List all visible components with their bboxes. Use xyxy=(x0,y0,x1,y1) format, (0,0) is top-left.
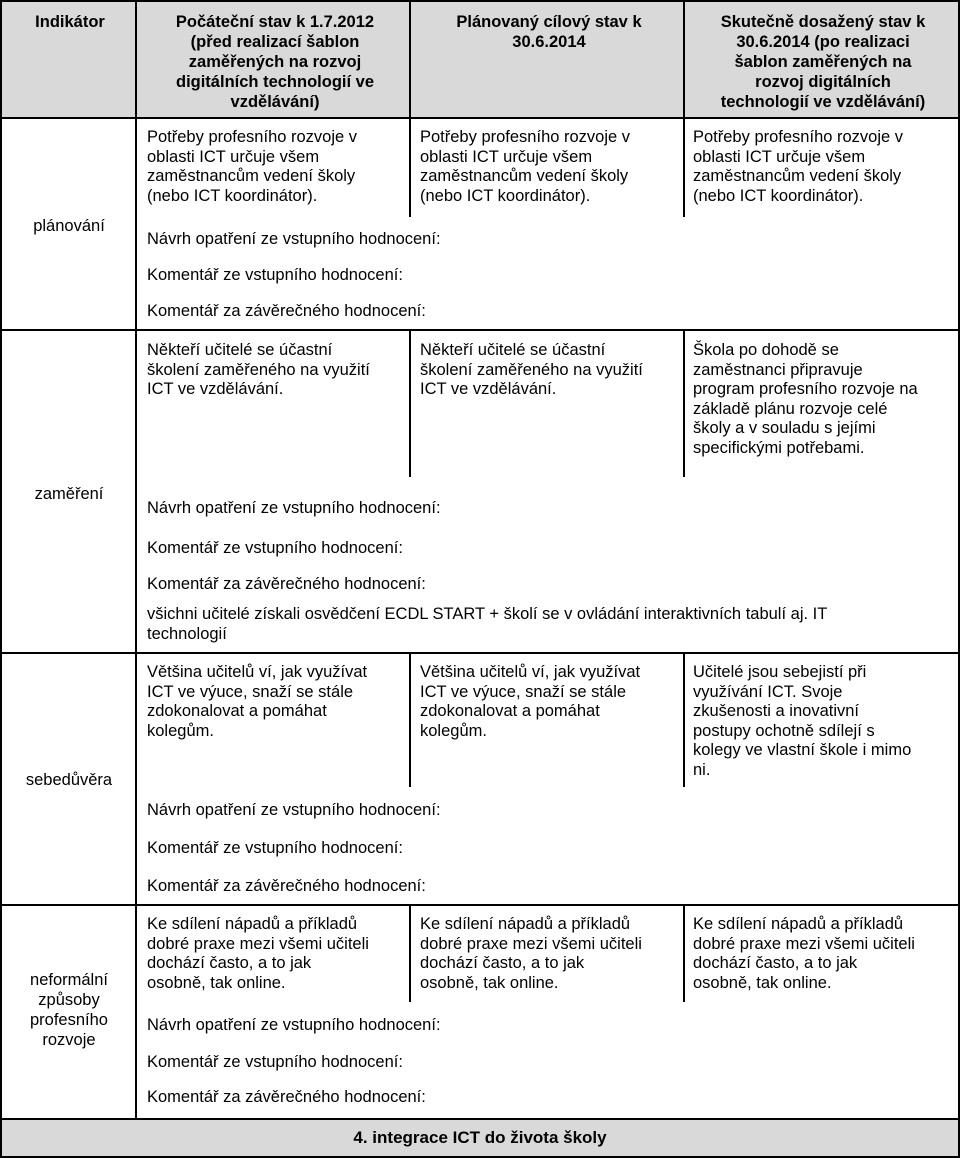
row2-actual-state: Škola po dohodě se zaměstnanci připravuje program profesního rozvoje na základě plánu rozvoje celé školy a v souladu s jejími specifickými potřebami. xyxy=(693,341,918,457)
row1-initial-state: Potřeby profesního rozvoje v oblasti ICT určuje všem zaměstnancům vedení školy (nebo ICT koordinátor). xyxy=(147,128,358,205)
section-footer: 4. integrace ICT do života školy xyxy=(0,1118,960,1158)
indicator-planovani: plánování xyxy=(33,217,105,235)
row4-komentar-vstup-label: Komentář ze vstupního hodnocení: xyxy=(147,1053,403,1071)
row4-planned-state: Ke sdílení nápadů a příkladů dobré praxe mezi všemi učiteli dochází často, a to jak osobně, tak online. xyxy=(420,915,642,992)
row3-navrh-label: Návrh opatření ze vstupního hodnocení: xyxy=(147,801,441,819)
header-planned-state: Plánovaný cílový stav k 30.6.2014 xyxy=(456,13,642,51)
row2-komentar-zaver-label: Komentář za závěrečného hodnocení: xyxy=(147,575,426,593)
indicator-zamereni: zaměření xyxy=(34,485,104,503)
row1-komentar-vstup-label: Komentář ze vstupního hodnocení: xyxy=(147,266,403,284)
row3-initial-state: Většina učitelů ví, jak využívat ICT ve výuce, snaží se stále zdokonalovat a pomáhat kolegům. xyxy=(147,663,368,740)
row4-navrh-label: Návrh opatření ze vstupního hodnocení: xyxy=(147,1016,441,1034)
row3-planned-state: Většina učitelů ví, jak využívat ICT ve výuce, snaží se stále zdokonalovat a pomáhat kolegům. xyxy=(420,663,641,740)
row4-actual-state: Ke sdílení nápadů a příkladů dobré praxe mezi všemi učiteli dochází často, a to jak osobně, tak online. xyxy=(693,915,915,992)
header-actual-state: Skutečně dosažený stav k 30.6.2014 (po realizaci šablon zaměřených na rozvoj digitálních technologií ve vzdělávání) xyxy=(720,13,926,111)
row2-komentar-zaver-text: všichni učitelé získali osvědčení ECDL START + školí se v ovládání interaktivních tabulí aj. IT technologií xyxy=(147,605,828,643)
row2-komentar-vstup-label: Komentář ze vstupního hodnocení: xyxy=(147,539,403,557)
row1-planned-state: Potřeby profesního rozvoje v oblasti ICT určuje všem zaměstnancům vedení školy (nebo ICT koordinátor). xyxy=(420,128,631,205)
row4-initial-state: Ke sdílení nápadů a příkladů dobré praxe mezi všemi učiteli dochází často, a to jak osobně, tak online. xyxy=(147,915,369,992)
indicator-neformalni-zpusoby: neformální způsoby profesního rozvoje xyxy=(30,971,108,1049)
row2-initial-state: Někteří učitelé se účastní školení zaměřeného na využití ICT ve vzdělávání. xyxy=(147,341,370,398)
table-header xyxy=(0,0,960,119)
header-indicator: Indikátor xyxy=(35,13,105,31)
row2-planned-state: Někteří učitelé se účastní školení zaměřeného na využití ICT ve vzdělávání. xyxy=(420,341,643,398)
indicator-sebeduvera: sebedůvěra xyxy=(25,771,113,789)
header-initial-state: Počáteční stav k 1.7.2012 (před realizací šablon zaměřených na rozvoj digitálních technologií ve vzdělávání) xyxy=(175,13,375,111)
row3-komentar-vstup-label: Komentář ze vstupního hodnocení: xyxy=(147,839,403,857)
row4-komentar-zaver-label: Komentář za závěrečného hodnocení: xyxy=(147,1088,426,1106)
row1-komentar-zaver-label: Komentář za závěrečného hodnocení: xyxy=(147,302,426,320)
row2-navrh-label: Návrh opatření ze vstupního hodnocení: xyxy=(147,499,441,517)
row1-navrh-label: Návrh opatření ze vstupního hodnocení: xyxy=(147,230,441,248)
row3-komentar-zaver-label: Komentář za závěrečného hodnocení: xyxy=(147,877,426,895)
row1-actual-state: Potřeby profesního rozvoje v oblasti ICT určuje všem zaměstnancům vedení školy (nebo ICT koordinátor). xyxy=(693,128,904,205)
row3-actual-state: Učitelé jsou sebejistí při využívání ICT. Svoje zkušenosti a inovativní postupy ochotně sdílejí s kolegy ve vlastní škole i mimo ni. xyxy=(693,663,912,779)
